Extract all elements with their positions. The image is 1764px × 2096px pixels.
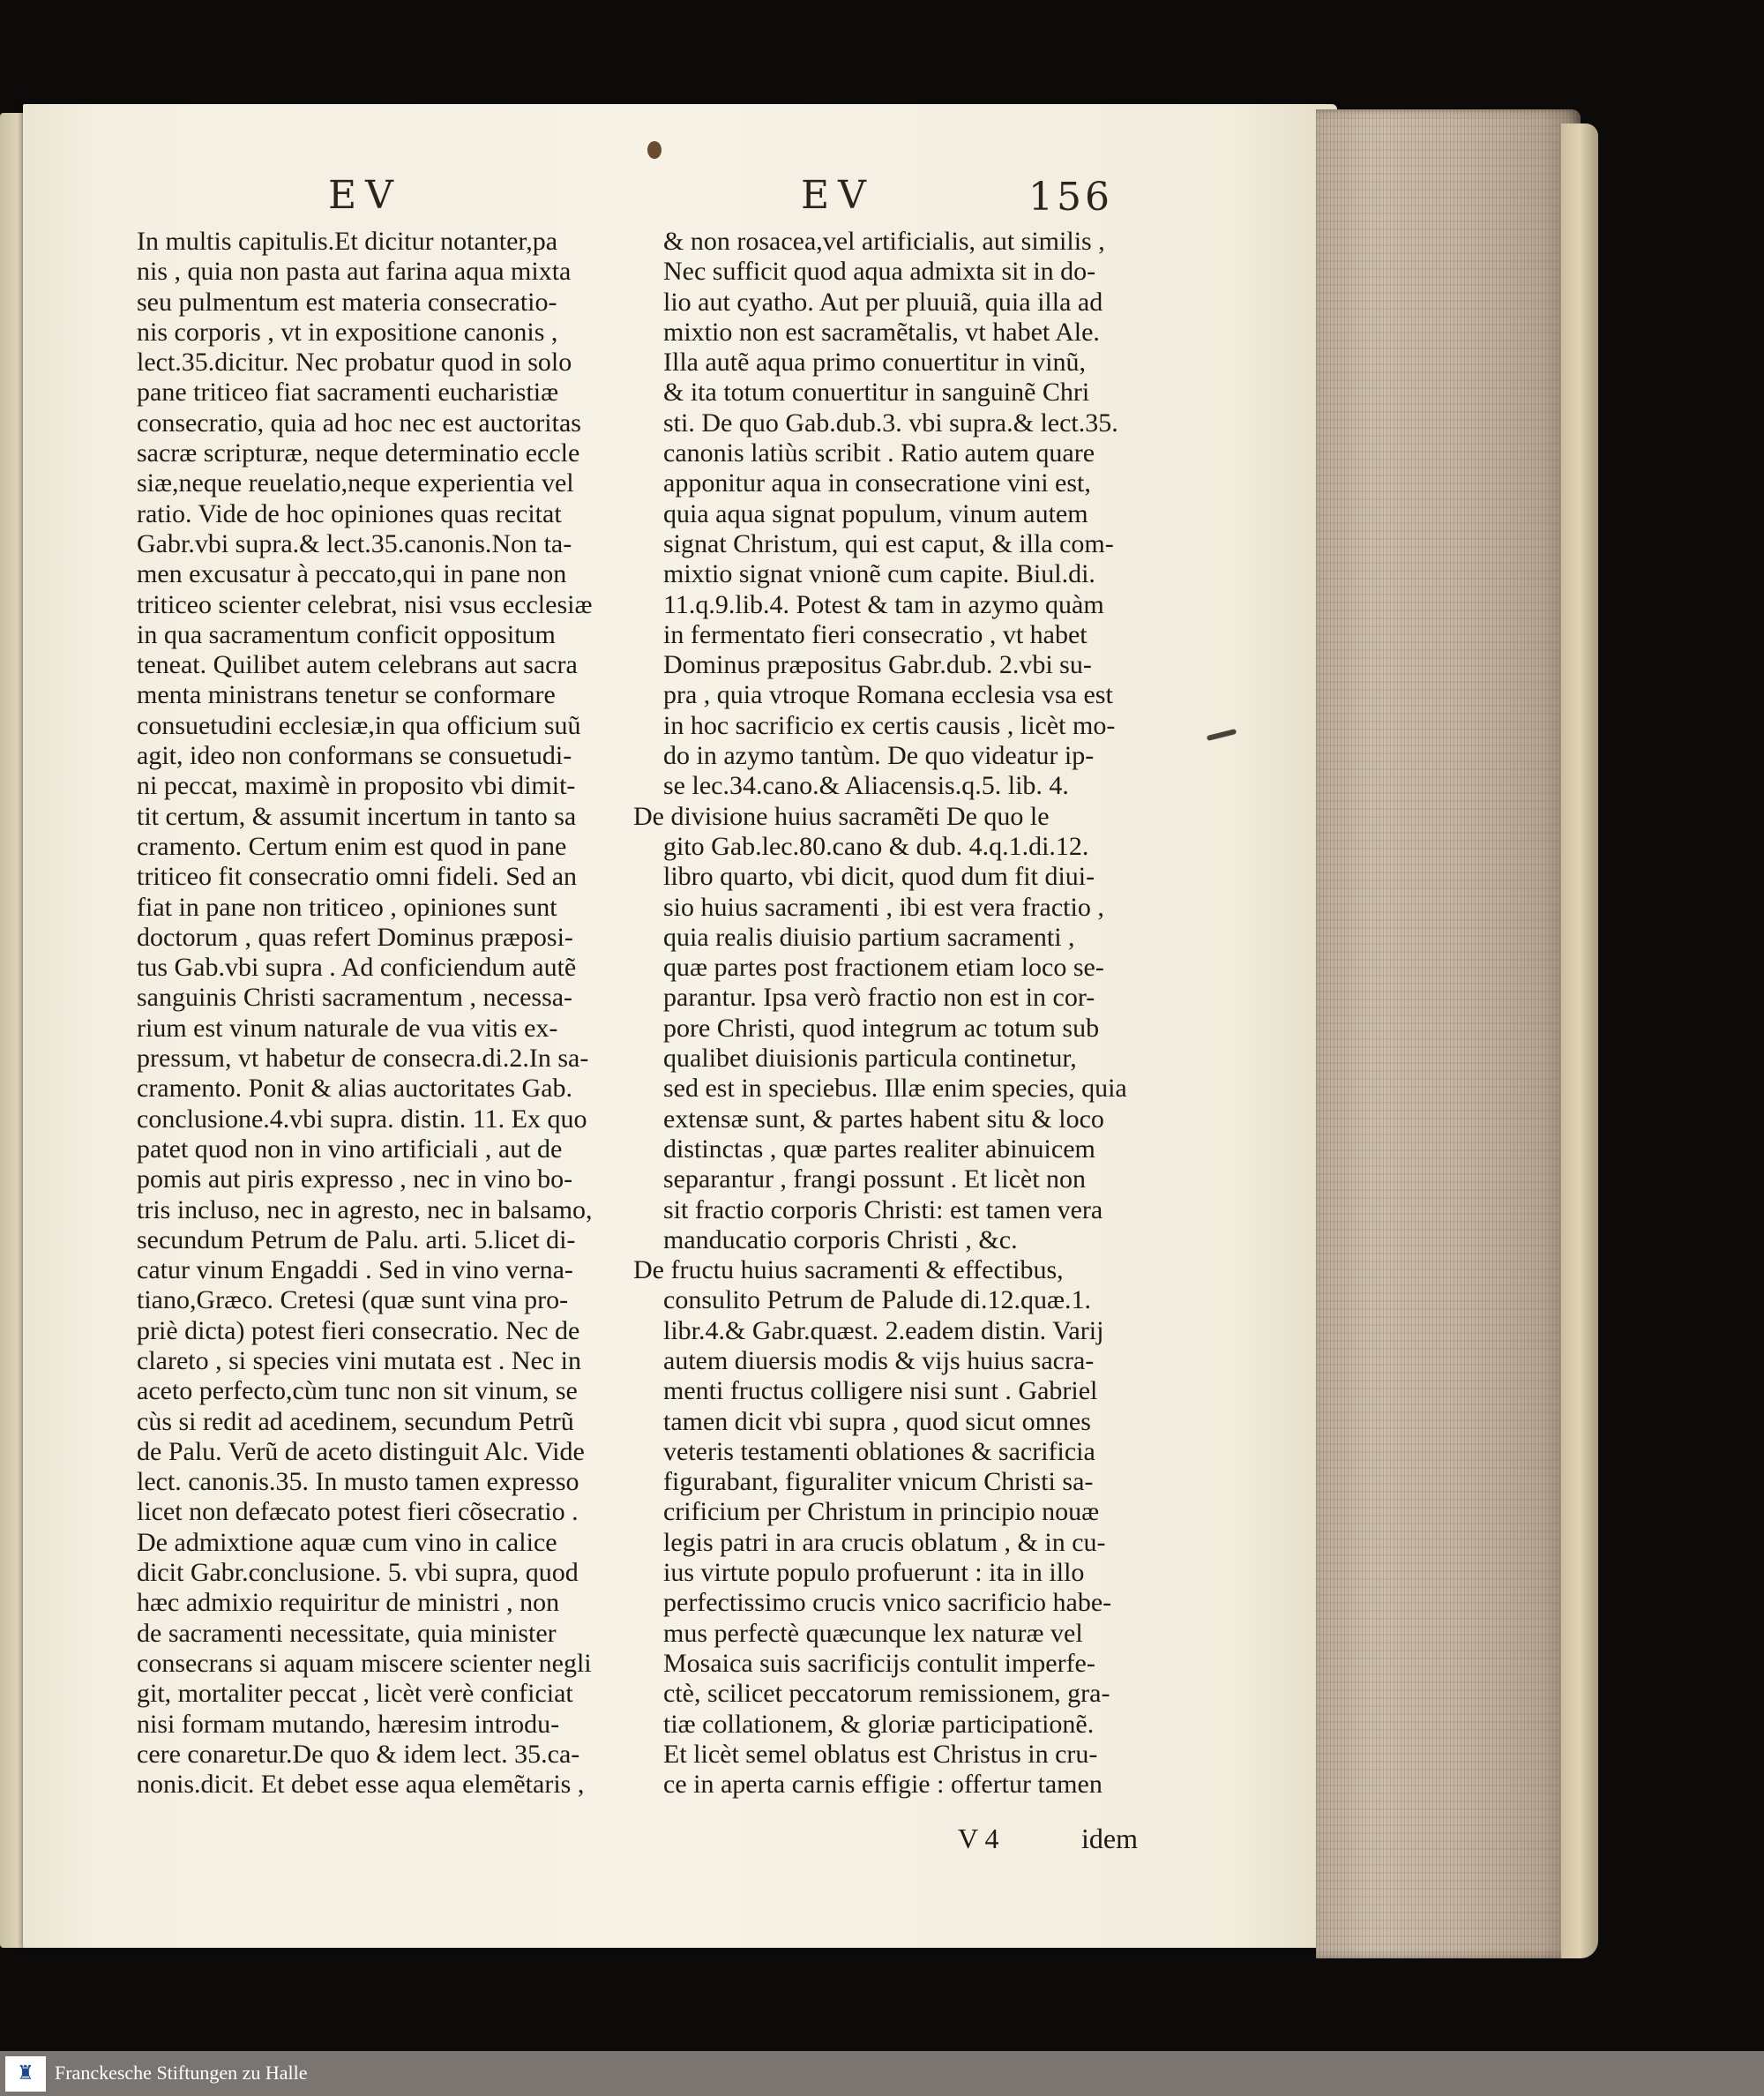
text-line: tris incluso, nec in agresto, nec in balsamo, bbox=[137, 1194, 593, 1224]
text-line: mus perfectè quæcunque lex naturæ vel bbox=[663, 1618, 1083, 1648]
text-line: qualibet diuisionis particula continetur, bbox=[663, 1044, 1077, 1074]
text-line: consecratio, quia ad hoc nec est auctoritas bbox=[137, 408, 581, 438]
text-line: libro quarto, vbi dicit, quod dum fit diui- bbox=[663, 862, 1095, 892]
left-text-column bbox=[137, 227, 631, 1800]
text-line: in fermentato fieri consecratio , vt habet bbox=[663, 619, 1088, 649]
book-cover-edge bbox=[1561, 124, 1598, 1958]
text-line: rium est vinum naturale de vua vitis ex- bbox=[137, 1013, 558, 1043]
text-line: se lec.34.cano.& Aliacensis.q.5. lib. 4. bbox=[663, 771, 1069, 801]
text-line: tiæ collationem, & gloriæ participationẽ. bbox=[663, 1709, 1095, 1739]
text-line: clareto , si species vini mutata est . Nec in bbox=[137, 1345, 582, 1375]
text-line: menta ministrans tenetur se conformare bbox=[137, 680, 556, 710]
right-text-column bbox=[633, 227, 1182, 1800]
text-line: legis patri in ara crucis oblatum , & in cu- bbox=[663, 1527, 1106, 1557]
text-line: & ita totum conuertitur in sanguinẽ Chri bbox=[663, 378, 1090, 408]
text-line: Illa autẽ aqua primo conuertitur in vinũ, bbox=[663, 348, 1087, 378]
text-line: git, mortaliter peccat , licèt verè conficiat bbox=[137, 1679, 573, 1709]
text-line: licet non defæcato potest fieri cõsecratio . bbox=[137, 1497, 579, 1527]
text-line: do in azymo tantùm. De quo videatur ip- bbox=[663, 741, 1095, 771]
text-line: Nec sufficit quod aqua admixta sit in do- bbox=[663, 257, 1096, 287]
text-line: mixtio non est sacramẽtalis, vt habet Ale. bbox=[663, 317, 1100, 347]
text-line: signat Christum, qui est caput, & illa com- bbox=[663, 528, 1114, 558]
text-line: cere conaretur.De quo & idem lect. 35.ca- bbox=[137, 1739, 580, 1769]
text-line: agit, ideo non conformans se consuetudi- bbox=[137, 741, 572, 771]
text-line: & non rosacea,vel artificialis, aut similis , bbox=[663, 227, 1105, 256]
text-line: lect. canonis.35. In musto tamen expresso bbox=[137, 1467, 579, 1497]
text-line: crificium per Christum in principio nouæ bbox=[663, 1497, 1100, 1527]
signature-mark: V 4 bbox=[958, 1823, 999, 1854]
footer-bar bbox=[0, 2051, 1764, 2096]
text-line: sio huius sacramenti , ibi est vera fractio , bbox=[663, 892, 1104, 922]
text-line: tit certum, & assumit incertum in tanto sa bbox=[137, 801, 577, 831]
text-line: figurabant, figuraliter vnicum Christi sa- bbox=[663, 1467, 1094, 1497]
text-line: In multis capitulis.Et dicitur notanter,pa bbox=[137, 227, 558, 256]
text-line: cramento. Certum enim est quod in pane bbox=[137, 831, 567, 861]
text-line: sti. De quo Gab.dub.3. vbi supra.& lect.35. bbox=[663, 408, 1118, 438]
text-line: pomis aut piris expresso , nec in vino bo- bbox=[137, 1164, 573, 1194]
running-header-right: EV bbox=[801, 173, 875, 218]
text-line: ce in aperta carnis effigie : offertur tamen bbox=[663, 1770, 1102, 1800]
text-line: in qua sacramentum conficit oppositum bbox=[137, 619, 556, 649]
text-line: autem diuersis modis & vijs huius sacra- bbox=[663, 1345, 1095, 1375]
text-line: fiat in pane non triticeo , opiniones sunt bbox=[137, 892, 557, 922]
text-line: nonis.dicit. Et debet esse aqua elemẽtaris , bbox=[137, 1770, 585, 1800]
text-line: triticeo fit consecratio omni fideli. Sed an bbox=[137, 862, 578, 892]
text-line: veteris testamenti oblationes & sacrificia bbox=[663, 1436, 1095, 1466]
text-line: De divisione huius sacramẽti De quo le bbox=[633, 801, 1050, 831]
text-line: triticeo scienter celebrat, nisi vsus ecclesiæ bbox=[137, 589, 593, 619]
text-line: tus Gab.vbi supra . Ad conficiendum autẽ bbox=[137, 953, 577, 983]
text-line: cramento. Ponit & alias auctoritates Gab. bbox=[137, 1074, 573, 1104]
text-line: catur vinum Engaddi . Sed in vino verna- bbox=[137, 1255, 573, 1285]
text-line: de Palu. Verũ de aceto distinguit Alc. Vide bbox=[137, 1436, 585, 1466]
text-line: pressum, vt habetur de consecra.di.2.In sa- bbox=[137, 1044, 589, 1074]
text-line: sit fractio corporis Christi: est tamen vera bbox=[663, 1194, 1103, 1224]
text-line: in hoc sacrificio ex certis causis , licèt mo- bbox=[663, 710, 1116, 740]
text-line: sacræ scripturæ, neque determinatio eccle bbox=[137, 438, 580, 468]
text-line: apponitur aqua in consecratione vini est, bbox=[663, 468, 1091, 498]
page-edges bbox=[1316, 109, 1581, 1958]
text-line: Et licèt semel oblatus est Christus in cru- bbox=[663, 1739, 1098, 1769]
text-line: De admixtione aquæ cum vino in calice bbox=[137, 1527, 557, 1557]
text-line: ctè, scilicet peccatorum remissionem, gra- bbox=[663, 1679, 1110, 1709]
text-line: manducatio corporis Christi , &c. bbox=[663, 1224, 1018, 1254]
text-line: patet quod non in vino artificiali , aut de bbox=[137, 1134, 563, 1164]
text-line: quia realis diuisio partium sacramenti , bbox=[663, 922, 1075, 952]
text-line: ius virtute populo profuerunt : ita in illo bbox=[663, 1558, 1085, 1588]
catchword: idem bbox=[1081, 1823, 1138, 1854]
text-line: pore Christi, quod integrum ac totum sub bbox=[663, 1013, 1100, 1043]
text-line: teneat. Quilibet autem celebrans aut sacra bbox=[137, 650, 578, 680]
page-number: 156 bbox=[1028, 175, 1113, 220]
text-line: men excusatur à peccato,qui in pane non bbox=[137, 559, 567, 589]
text-line: De fructu huius sacramenti & effectibus, bbox=[633, 1255, 1064, 1285]
text-line: nisi formam mutando, hæresim introdu- bbox=[137, 1709, 560, 1739]
institution-name: Franckesche Stiftungen zu Halle bbox=[55, 2062, 308, 2084]
text-line: consuetudini ecclesiæ,in qua officium suũ bbox=[137, 710, 581, 740]
text-line: libr.4.& Gabr.quæst. 2.eadem distin. Varij bbox=[663, 1315, 1104, 1345]
institution-logo-icon: ♜ bbox=[5, 2056, 46, 2092]
text-line: ni peccat, maximè in proposito vbi dimit- bbox=[137, 771, 576, 801]
text-line: canonis latiùs scribit . Ratio autem quare bbox=[663, 438, 1095, 468]
text-line: aceto perfecto,cùm tunc non sit vinum, se bbox=[137, 1376, 578, 1406]
text-line: sed est in speciebus. Illæ enim species, quia bbox=[663, 1074, 1127, 1104]
text-line: tamen dicit vbi supra , quod sicut omnes bbox=[663, 1406, 1091, 1436]
text-line: Gabr.vbi supra.& lect.35.canonis.Non ta- bbox=[137, 528, 572, 558]
text-line: doctorum , quas refert Dominus præposi- bbox=[137, 922, 573, 952]
binding-hole bbox=[647, 141, 662, 159]
text-line: pane triticeo fiat sacramenti eucharistiæ bbox=[137, 378, 559, 408]
text-line: dicit Gabr.conclusione. 5. vbi supra, quod bbox=[137, 1558, 579, 1588]
text-line: distinctas , quæ partes realiter abinuicem bbox=[663, 1134, 1095, 1164]
text-line: ratio. Vide de hoc opiniones quas recitat bbox=[137, 498, 562, 528]
text-line: tiano,Græco. Cretesi (quæ sunt vina pro- bbox=[137, 1285, 569, 1315]
text-line: seu pulmentum est materia consecratio- bbox=[137, 287, 557, 317]
text-line: lect.35.dicitur. Nec probatur quod in solo bbox=[137, 348, 572, 378]
text-line: gito Gab.lec.80.cano & dub. 4.q.1.di.12. bbox=[663, 831, 1089, 861]
text-line: conclusione.4.vbi supra. distin. 11. Ex quo bbox=[137, 1104, 587, 1134]
text-line: nis corporis , vt in expositione canonis , bbox=[137, 317, 558, 347]
text-line: siæ,neque reuelatio,neque experientia vel bbox=[137, 468, 574, 498]
text-line: consulito Petrum de Palude di.12.quæ.1. bbox=[663, 1285, 1091, 1315]
text-line: extensæ sunt, & partes habent situ & loco bbox=[663, 1104, 1104, 1134]
text-line: parantur. Ipsa verò fractio non est in cor- bbox=[663, 983, 1095, 1013]
text-line: nis , quia non pasta aut farina aqua mixta bbox=[137, 257, 572, 287]
text-line: Mosaica suis sacrificijs contulit imperfe- bbox=[663, 1648, 1095, 1678]
text-line: 11.q.9.lib.4. Potest & tam in azymo quàm bbox=[663, 589, 1104, 619]
text-line: de sacramenti necessitate, quia minister bbox=[137, 1618, 557, 1648]
text-line: quæ partes post fractionem etiam loco se- bbox=[663, 953, 1104, 983]
text-line: lio aut cyatho. Aut per pluuiã, quia illa ad bbox=[663, 287, 1103, 317]
text-line: perfectissimo crucis vnico sacrificio habe- bbox=[663, 1588, 1112, 1618]
text-line: mixtio signat vnionẽ cum capite. Biul.di. bbox=[663, 559, 1095, 589]
text-line: consecrans si aquam miscere scienter negli bbox=[137, 1648, 592, 1678]
text-line: cùs si redit ad acedinem, secundum Petrũ bbox=[137, 1406, 574, 1436]
text-line: Dominus præpositus Gabr.dub. 2.vbi su- bbox=[663, 650, 1092, 680]
text-line: separantur , frangi possunt . Et licèt non bbox=[663, 1164, 1087, 1194]
text-line: sanguinis Christi sacramentum , necessa- bbox=[137, 983, 573, 1013]
text-line: pra , quia vtroque Romana ecclesia vsa est bbox=[663, 680, 1113, 710]
text-line: quia aqua signat populum, vinum autem bbox=[663, 498, 1088, 528]
text-line: secundum Petrum de Palu. arti. 5.licet di- bbox=[137, 1224, 576, 1254]
running-header-left: EV bbox=[328, 173, 402, 218]
text-line: menti fructus colligere nisi sunt . Gabriel bbox=[663, 1376, 1098, 1406]
text-line: priè dicta) potest fieri consecratio. Nec de bbox=[137, 1315, 580, 1345]
text-line: hæc admixio requiritur de ministri , non bbox=[137, 1588, 560, 1618]
